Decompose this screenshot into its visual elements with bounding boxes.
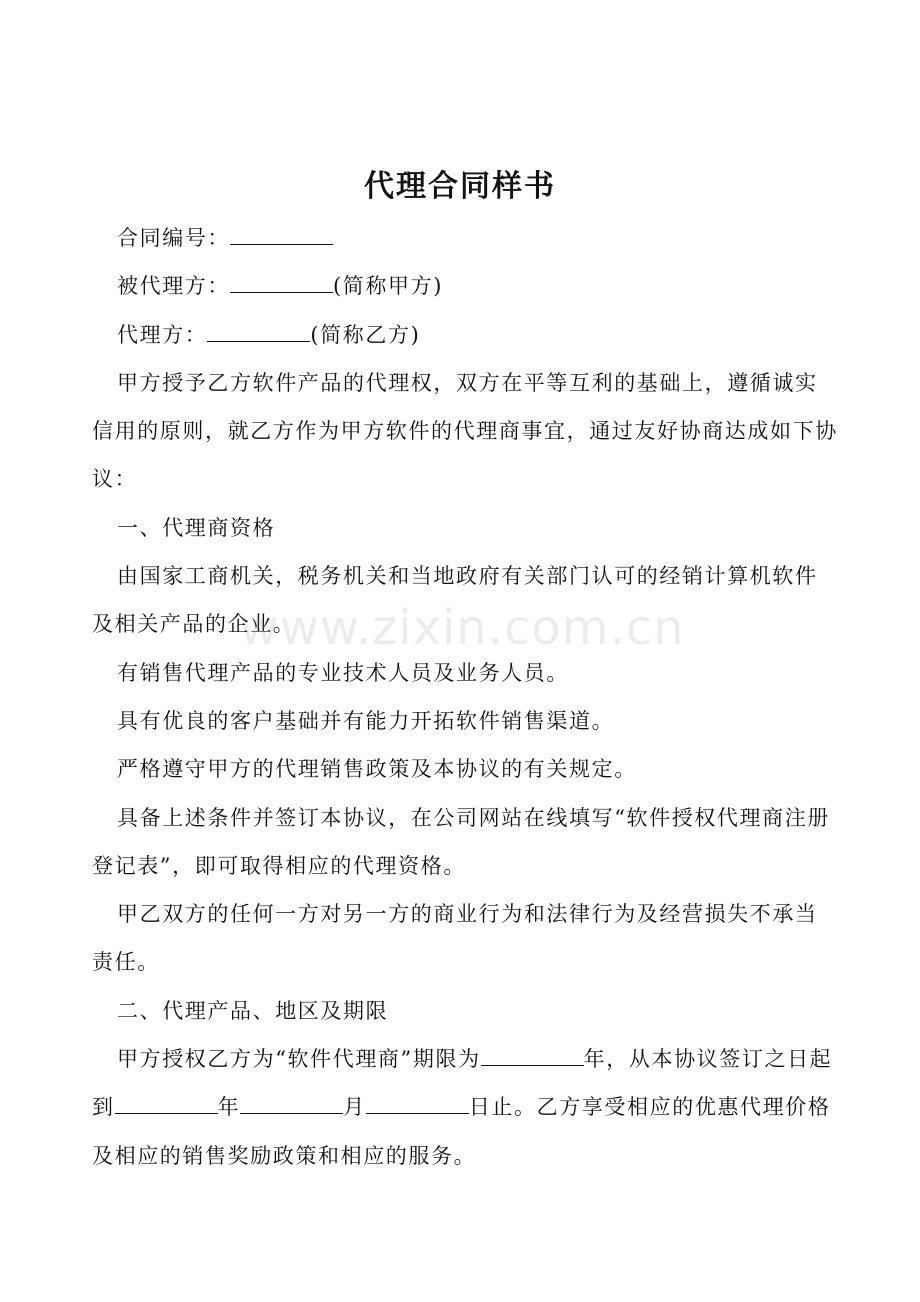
contract-number-label: 合同编号： xyxy=(117,226,230,250)
section-2-paragraph-1 xyxy=(92,1035,838,1180)
principal-abbr: (简称甲方) xyxy=(333,274,443,299)
principal-line xyxy=(92,262,838,310)
agent-blank xyxy=(207,323,310,342)
end-day-blank xyxy=(366,1095,469,1114)
watermark: www.zixin.com.cn xyxy=(239,600,685,656)
end-year-blank xyxy=(115,1095,218,1114)
agent-label: 代理方： xyxy=(117,322,208,347)
term-years-blank xyxy=(481,1047,584,1066)
term-text-e: 日止。乙方享受相应的优惠代理价格及相应的销售奖励政策和相应的服务。 xyxy=(92,1095,831,1168)
section-1-heading: 一、代理商资格 xyxy=(117,515,276,540)
intro-paragraph: 甲方授予乙方软件产品的代理权，双方在平等互利的基础上，遵循诚实信用的原则，就乙方作为甲方软件的代理商事宜，通过友好协商达成如下协议： xyxy=(92,370,838,492)
section-1-paragraph-4: 严格遵守甲方的代理销售政策及本协议的有关规定。 xyxy=(117,757,637,782)
agent-abbr: (简称乙方) xyxy=(310,322,421,347)
section-1-paragraph-6: 甲乙双方的任何一方对另一方的商业行为和法律行为及经营损失不承当责任。 xyxy=(92,902,818,975)
section-1-paragraph-3: 具有优良的客户基础并有能力开拓软件销售渠道。 xyxy=(117,708,615,733)
term-text-c: 年 xyxy=(217,1095,241,1120)
term-text-a: 甲方授权乙方为“软件代理商”期限为 xyxy=(117,1047,481,1072)
principal-blank xyxy=(230,274,333,293)
contract-number-line xyxy=(92,214,838,262)
end-month-blank xyxy=(240,1095,343,1114)
term-text-d: 月 xyxy=(343,1095,366,1120)
principal-label: 被代理方： xyxy=(117,274,230,299)
section-2-heading: 二、代理产品、地区及期限 xyxy=(117,998,389,1023)
document-title: 代理合同样书 xyxy=(364,169,556,204)
section-1-paragraph-2: 有销售代理产品的专业技术人员及业务人员。 xyxy=(117,660,569,685)
section-1-paragraph-1: 由国家工商机关，税务机关和当地政府有关部门认可的经销计算机软件及相关产品的企业。 xyxy=(92,564,818,637)
contract-number-blank xyxy=(230,226,333,245)
document-body xyxy=(92,214,838,1180)
section-1-paragraph-5: 具备上述条件并签订本协议，在公司网站在线填写“软件授权代理商注册登记表”，即可取得相应的代理资格。 xyxy=(92,805,830,878)
term-text-b: 年，从本协议签订之日起到 xyxy=(92,1047,833,1120)
agent-line xyxy=(92,311,838,359)
